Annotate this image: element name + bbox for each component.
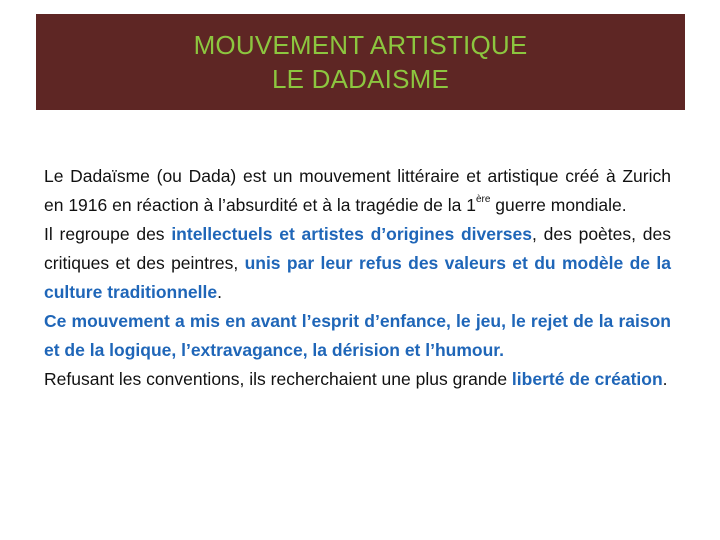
intro-text: Le Dadaïsme (ou Dada) est un mouvement littéraire et artistique créé à Zurich en 1916 en réaction à l’absurdité et à la tragédie de la 1 [44,166,671,215]
freedom-text-1: Refusant les conventions, ils recherchaient une plus grande [44,369,512,389]
paragraph-values [44,307,671,365]
members-text-3: . [217,282,222,302]
members-text-1: Il regroupe des [44,224,172,244]
superscript-ere: ère [475,194,491,206]
body-text [44,162,671,394]
members-text-2: , des poètes, des critiques et des peintres, [44,224,671,273]
values-highlight: Ce mouvement a mis en avant l’esprit d’enfance, le jeu, le rejet de la raison et de la logique, l’extravagance, la dérision et l’humour. [44,311,671,360]
freedom-highlight: liberté de création [511,369,663,389]
members-highlight-2: unis par leur refus des valeurs et du modèle de la culture traditionnelle [44,253,671,302]
paragraph-intro [44,162,671,220]
title-line-2: LE DADAISME [271,64,450,94]
title-banner [36,14,685,110]
freedom-text-2: . [662,369,668,389]
title-line-1: MOUVEMENT ARTISTIQUE [193,30,528,60]
paragraph-members [44,220,671,307]
intro-text-end: guerre mondiale. [490,195,627,215]
members-highlight-1: intellectuels et artistes d’origines diverses [171,224,532,244]
paragraph-freedom [44,365,671,394]
